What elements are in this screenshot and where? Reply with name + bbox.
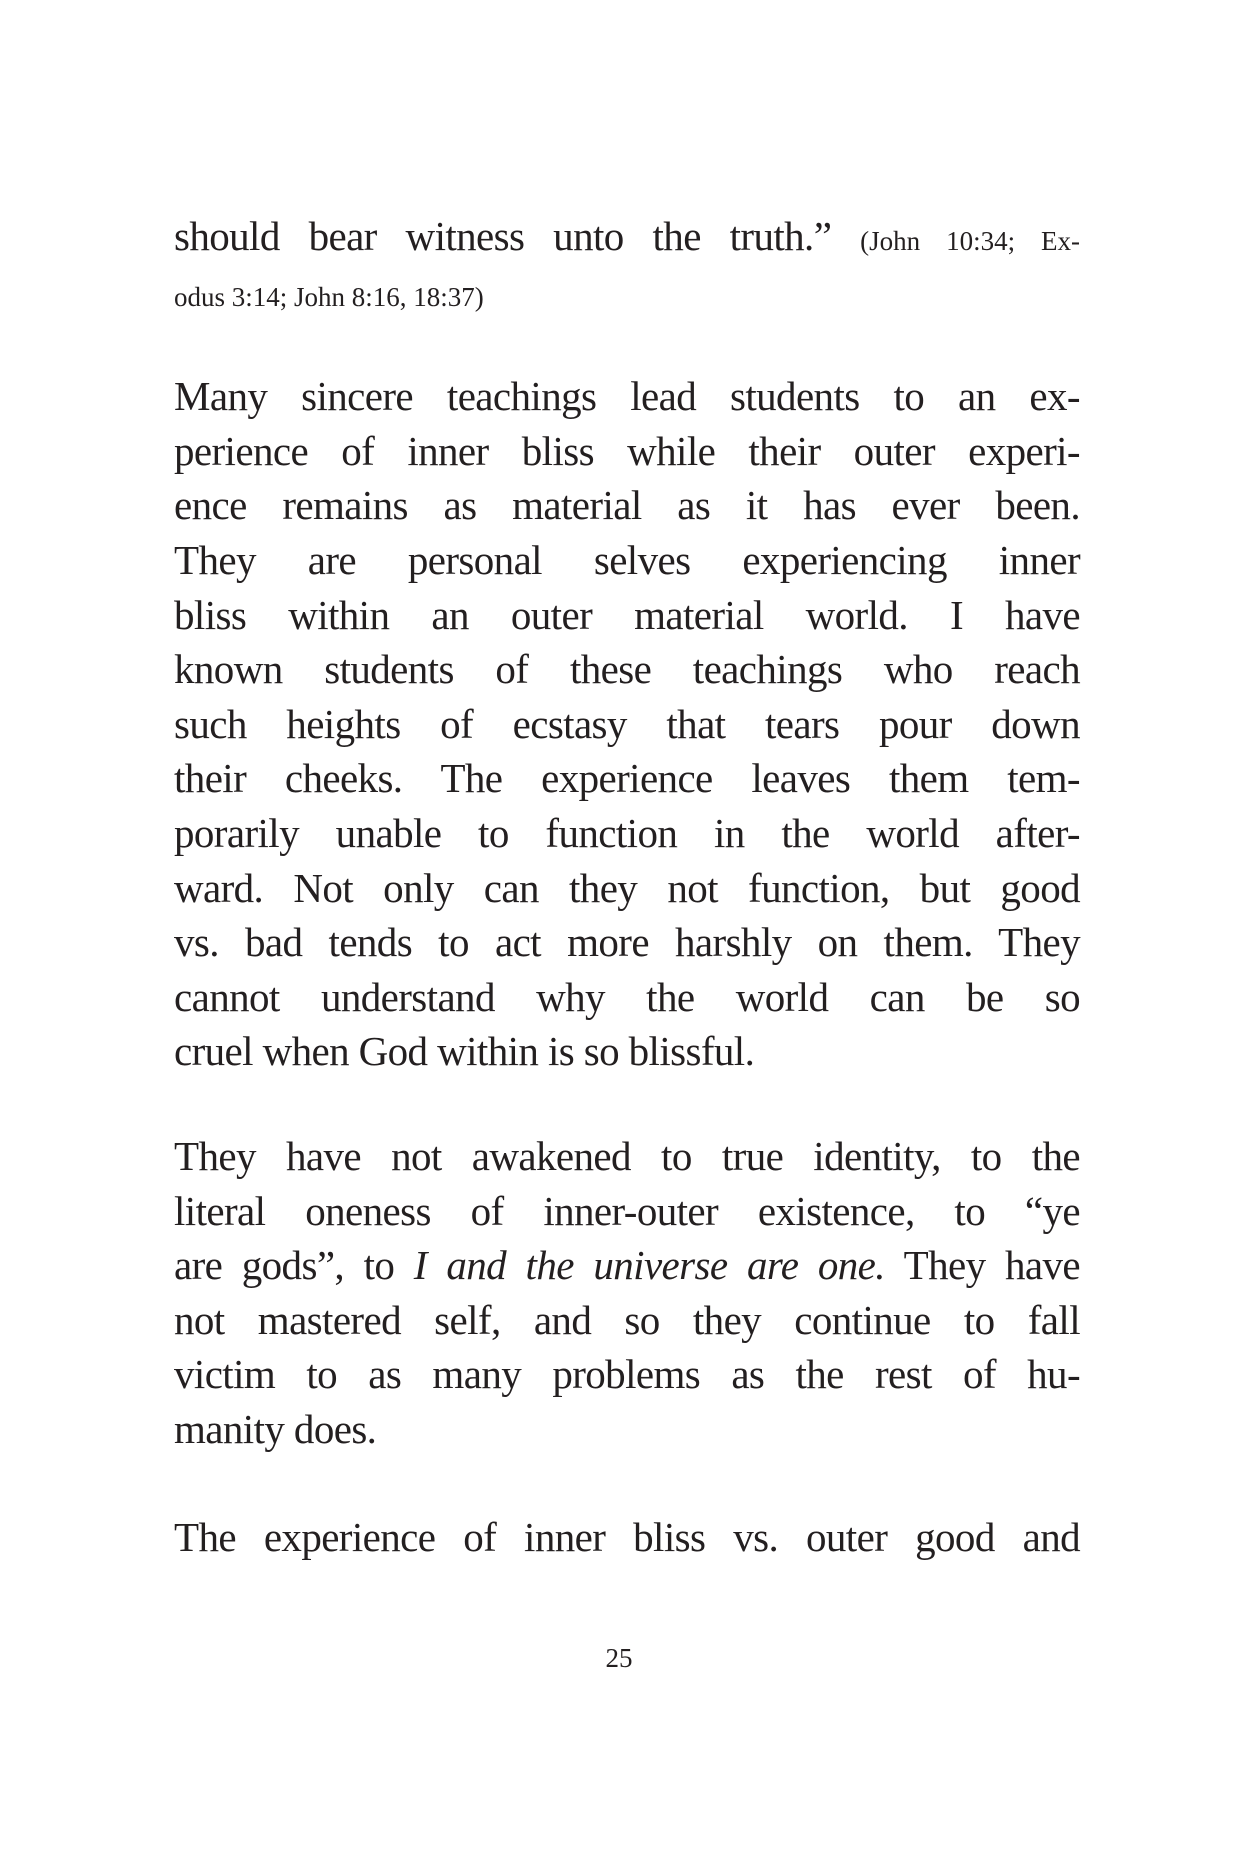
citation-text: odus 3:14; John 8:16, 18:37) xyxy=(174,282,484,312)
line-text: manity does. xyxy=(174,1406,377,1452)
text-line xyxy=(174,1129,1080,1183)
text-line xyxy=(174,697,1080,751)
line-text: The experience of inner bliss vs. outer good and xyxy=(174,1514,1080,1560)
text-line xyxy=(174,1184,1080,1238)
text-line xyxy=(174,1402,1080,1456)
line-text: Many sincere teachings lead students to an ex- xyxy=(174,373,1080,419)
text-line xyxy=(174,1510,1080,1564)
text-line xyxy=(174,533,1080,587)
text-line xyxy=(174,1238,1080,1292)
line-text: They are personal selves experiencing inner xyxy=(174,537,1080,583)
quote-text: should bear witness unto the truth.” xyxy=(174,213,861,259)
text-line xyxy=(174,588,1080,642)
text-line xyxy=(174,861,1080,915)
text-line xyxy=(174,806,1080,860)
line-text: literal oneness of inner-outer existence, to “ye xyxy=(174,1188,1080,1234)
line-text: vs. bad tends to act more harshly on them. They xyxy=(174,919,1080,965)
text-line xyxy=(174,369,1080,423)
text-line xyxy=(174,1024,1080,1078)
line-text: not mastered self, and so they continue to fall xyxy=(174,1297,1080,1343)
line-text: ence remains as material as it has ever been. xyxy=(174,482,1080,528)
line-text: porarily unable to function in the world after- xyxy=(174,810,1080,856)
line-text: bliss within an outer material world. I have xyxy=(174,592,1080,638)
text-line xyxy=(174,478,1080,532)
line-text: are gods”, to xyxy=(174,1242,414,1288)
text-line xyxy=(174,642,1080,696)
text-line xyxy=(174,751,1080,805)
italic-phrase: I and the universe are one. xyxy=(413,1242,885,1288)
line-text: ward. Not only can they not function, but good xyxy=(174,865,1080,911)
text-line xyxy=(174,209,1080,263)
line-text: They have xyxy=(884,1242,1080,1288)
line-text: They have not awakened to true identity, to the xyxy=(174,1133,1080,1179)
page-number: 25 xyxy=(605,1643,633,1673)
line-text: known students of these teachings who reach xyxy=(174,646,1080,692)
line-text: such heights of ecstasy that tears pour down xyxy=(174,701,1080,747)
citation-text: (John 10:34; Ex- xyxy=(860,226,1080,256)
line-text: victim to as many problems as the rest of hu- xyxy=(174,1351,1080,1397)
line-text: perience of inner bliss while their outer experi- xyxy=(174,428,1080,474)
text-line xyxy=(174,1347,1080,1401)
line-text: their cheeks. The experience leaves them tem- xyxy=(174,755,1080,801)
citation-line xyxy=(174,270,1080,324)
line-text: cruel when God within is so blissful. xyxy=(174,1028,755,1074)
text-line xyxy=(174,424,1080,478)
text-line xyxy=(174,970,1080,1024)
text-line xyxy=(174,1293,1080,1347)
text-line xyxy=(174,915,1080,969)
line-text: cannot understand why the world can be so xyxy=(174,974,1080,1020)
